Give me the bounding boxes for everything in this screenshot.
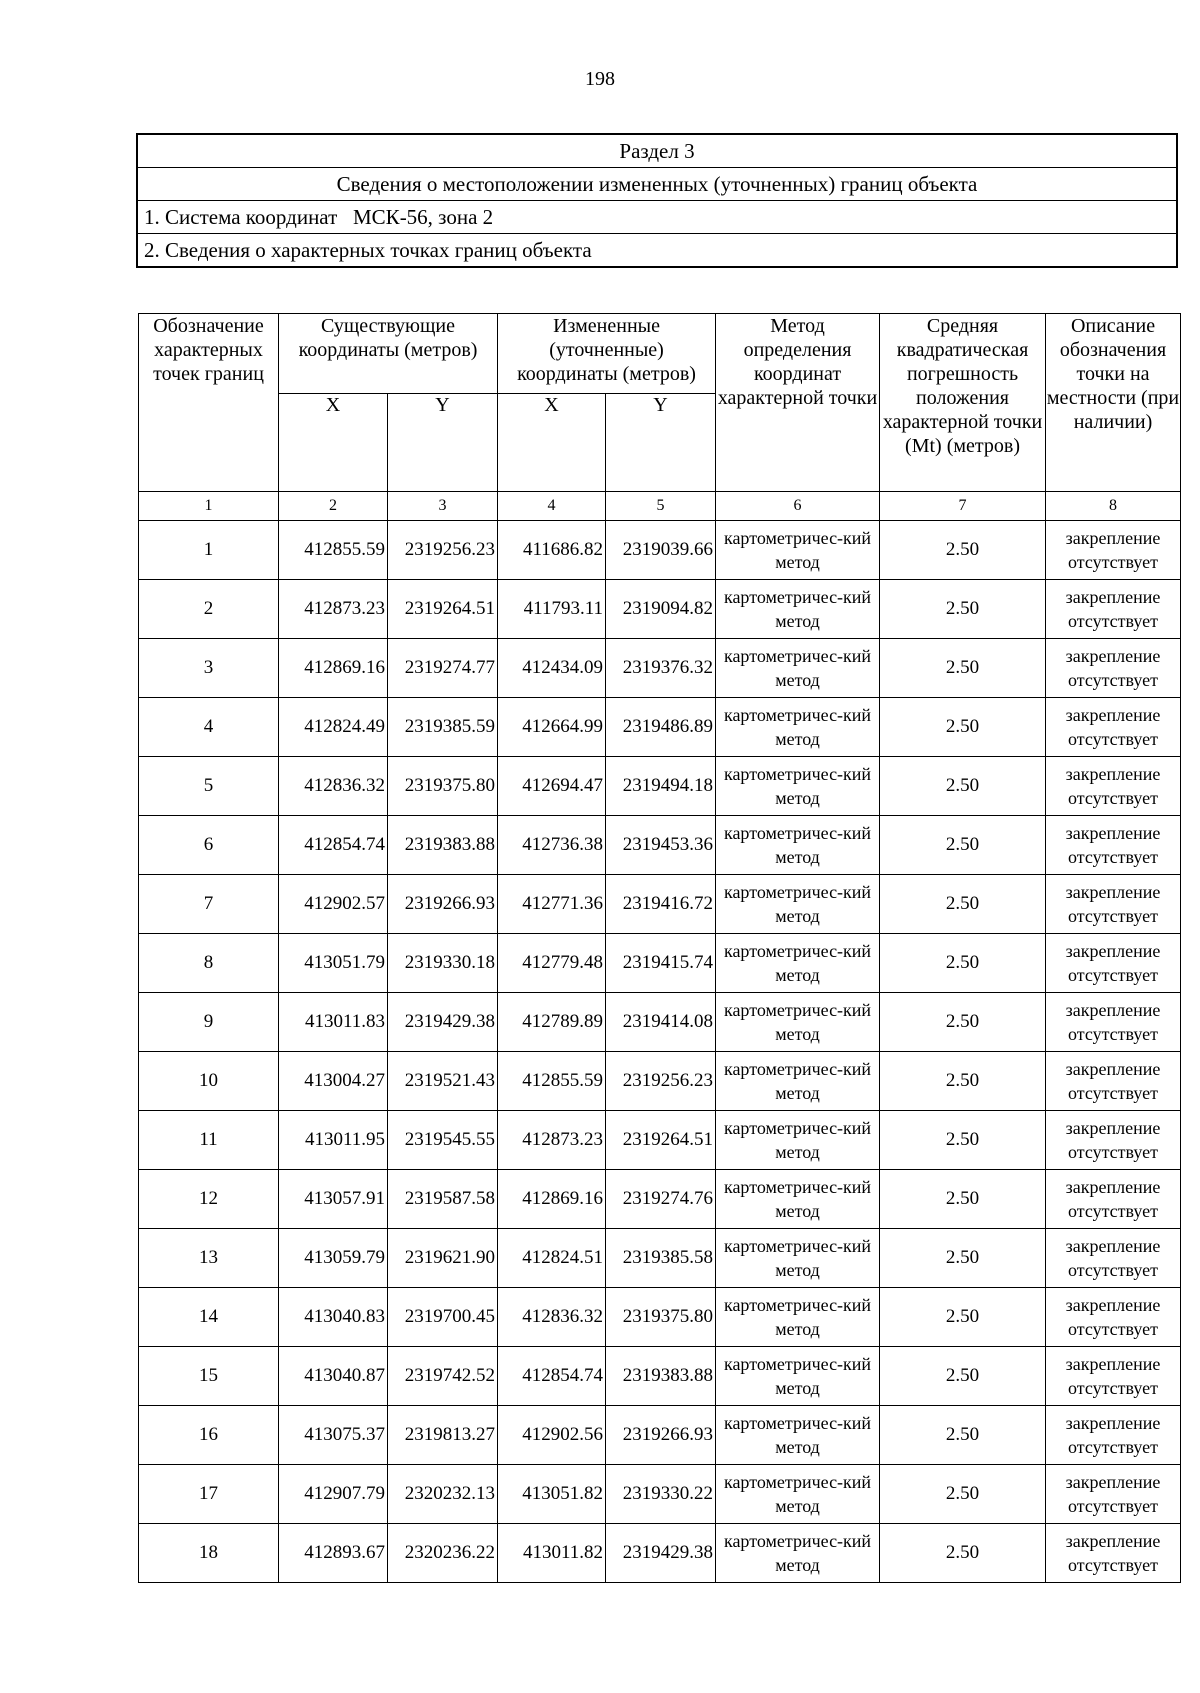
error-cell: 2.50 [880, 816, 1046, 875]
y-changed: 2319486.89 [606, 698, 716, 757]
x-existing: 412907.79 [279, 1465, 388, 1524]
x-changed: 412836.32 [498, 1288, 606, 1347]
error-cell: 2.50 [880, 757, 1046, 816]
section-header-table [136, 133, 1178, 268]
error-cell: 2.50 [880, 521, 1046, 580]
x-changed: 412824.51 [498, 1229, 606, 1288]
y-changed: 2319385.58 [606, 1229, 716, 1288]
description-cell: закрепление отсутствует [1046, 816, 1181, 875]
y-changed: 2319094.82 [606, 580, 716, 639]
description-cell: закрепление отсутствует [1046, 1229, 1181, 1288]
table-row [139, 1111, 1181, 1170]
y-existing: 2319742.52 [388, 1347, 498, 1406]
x-existing: 412836.32 [279, 757, 388, 816]
y-existing: 2319621.90 [388, 1229, 498, 1288]
error-cell: 2.50 [880, 639, 1046, 698]
method-cell: картометричес-кий метод [716, 934, 880, 993]
table-row [139, 1347, 1181, 1406]
y-changed: 2319416.72 [606, 875, 716, 934]
section-subtitle: Сведения о местоположении измененных (уточненных) границ объекта [137, 168, 1177, 201]
point-number: 9 [139, 993, 279, 1052]
method-cell: картометричес-кий метод [716, 521, 880, 580]
description-cell: закрепление отсутствует [1046, 1111, 1181, 1170]
error-cell: 2.50 [880, 1111, 1046, 1170]
y-existing: 2319256.23 [388, 521, 498, 580]
description-cell: закрепление отсутствует [1046, 521, 1181, 580]
y-existing: 2319429.38 [388, 993, 498, 1052]
point-number: 11 [139, 1111, 279, 1170]
point-number: 8 [139, 934, 279, 993]
y-changed: 2319414.08 [606, 993, 716, 1052]
table-row [139, 639, 1181, 698]
y-changed: 2319266.93 [606, 1406, 716, 1465]
x-existing: 413057.91 [279, 1170, 388, 1229]
point-number: 15 [139, 1347, 279, 1406]
method-cell: картометричес-кий метод [716, 1347, 880, 1406]
point-number: 17 [139, 1465, 279, 1524]
coordinate-system: 1. Система координат МСК-56, зона 2 [137, 201, 1177, 234]
table-row [139, 993, 1181, 1052]
x-changed: 412789.89 [498, 993, 606, 1052]
x-existing: 412873.23 [279, 580, 388, 639]
column-number: 7 [880, 492, 1046, 521]
method-cell: картометричес-кий метод [716, 1406, 880, 1465]
x-existing: 413040.87 [279, 1347, 388, 1406]
table-row [139, 875, 1181, 934]
x-existing: 412855.59 [279, 521, 388, 580]
method-cell: картометричес-кий метод [716, 580, 880, 639]
table-row [139, 1229, 1181, 1288]
point-number: 14 [139, 1288, 279, 1347]
x-changed: 412855.59 [498, 1052, 606, 1111]
y-existing: 2319266.93 [388, 875, 498, 934]
method-cell: картометричес-кий метод [716, 1465, 880, 1524]
y-changed: 2319274.76 [606, 1170, 716, 1229]
table-row [139, 1406, 1181, 1465]
y-existing: 2319274.77 [388, 639, 498, 698]
section-title: Раздел 3 [137, 134, 1177, 168]
x-changed: 412869.16 [498, 1170, 606, 1229]
x-changed: 412779.48 [498, 934, 606, 993]
header-y-changed: Y [606, 394, 716, 492]
point-number: 12 [139, 1170, 279, 1229]
description-cell: закрепление отсутствует [1046, 580, 1181, 639]
error-cell: 2.50 [880, 1406, 1046, 1465]
point-number: 16 [139, 1406, 279, 1465]
y-changed: 2319039.66 [606, 521, 716, 580]
method-cell: картометричес-кий метод [716, 698, 880, 757]
error-cell: 2.50 [880, 1465, 1046, 1524]
error-cell: 2.50 [880, 1524, 1046, 1583]
description-cell: закрепление отсутствует [1046, 1347, 1181, 1406]
method-cell: картометричес-кий метод [716, 1524, 880, 1583]
y-changed: 2319256.23 [606, 1052, 716, 1111]
column-numbering-row [139, 492, 1181, 521]
table-row [139, 1288, 1181, 1347]
table-row [139, 816, 1181, 875]
x-changed: 413011.82 [498, 1524, 606, 1583]
method-cell: картометричес-кий метод [716, 639, 880, 698]
y-existing: 2319330.18 [388, 934, 498, 993]
method-cell: картометричес-кий метод [716, 1229, 880, 1288]
method-cell: картометричес-кий метод [716, 1170, 880, 1229]
header-y-existing: Y [388, 394, 498, 492]
x-changed: 411686.82 [498, 521, 606, 580]
x-existing: 413011.83 [279, 993, 388, 1052]
y-existing: 2319545.55 [388, 1111, 498, 1170]
error-cell: 2.50 [880, 1052, 1046, 1111]
column-number: 2 [279, 492, 388, 521]
description-cell: закрепление отсутствует [1046, 1406, 1181, 1465]
header-x-existing: X [279, 394, 388, 492]
page-number: 198 [585, 68, 615, 90]
y-existing: 2319813.27 [388, 1406, 498, 1465]
table-row [139, 1465, 1181, 1524]
y-changed: 2319264.51 [606, 1111, 716, 1170]
error-cell: 2.50 [880, 934, 1046, 993]
y-existing: 2319587.58 [388, 1170, 498, 1229]
method-cell: картометричес-кий метод [716, 1288, 880, 1347]
y-existing: 2320236.22 [388, 1524, 498, 1583]
point-number: 5 [139, 757, 279, 816]
y-existing: 2319264.51 [388, 580, 498, 639]
x-changed: 412434.09 [498, 639, 606, 698]
point-number: 10 [139, 1052, 279, 1111]
point-number: 13 [139, 1229, 279, 1288]
description-cell: закрепление отсутствует [1046, 993, 1181, 1052]
point-number: 7 [139, 875, 279, 934]
table-body [139, 521, 1181, 1583]
x-existing: 413051.79 [279, 934, 388, 993]
header-description: Описание обозначения точки на местности (при наличии) [1046, 314, 1181, 492]
x-changed: 412736.38 [498, 816, 606, 875]
description-cell: закрепление отсутствует [1046, 1170, 1181, 1229]
table-row [139, 934, 1181, 993]
point-number: 18 [139, 1524, 279, 1583]
x-existing: 412902.57 [279, 875, 388, 934]
description-cell: закрепление отсутствует [1046, 698, 1181, 757]
boundary-points-table [138, 313, 1181, 1583]
points-title: 2. Сведения о характерных точках границ объекта [137, 234, 1177, 268]
table-row [139, 1052, 1181, 1111]
point-number: 3 [139, 639, 279, 698]
y-changed: 2319375.80 [606, 1288, 716, 1347]
description-cell: закрепление отсутствует [1046, 757, 1181, 816]
y-changed: 2319383.88 [606, 1347, 716, 1406]
y-existing: 2319383.88 [388, 816, 498, 875]
error-cell: 2.50 [880, 993, 1046, 1052]
error-cell: 2.50 [880, 580, 1046, 639]
error-cell: 2.50 [880, 1229, 1046, 1288]
y-changed: 2319453.36 [606, 816, 716, 875]
x-existing: 412893.67 [279, 1524, 388, 1583]
method-cell: картометричес-кий метод [716, 1052, 880, 1111]
error-cell: 2.50 [880, 1288, 1046, 1347]
table-row [139, 1170, 1181, 1229]
table-row [139, 1524, 1181, 1583]
method-cell: картометричес-кий метод [716, 757, 880, 816]
y-changed: 2319415.74 [606, 934, 716, 993]
table-row [139, 580, 1181, 639]
x-changed: 412771.36 [498, 875, 606, 934]
method-cell: картометричес-кий метод [716, 875, 880, 934]
point-number: 2 [139, 580, 279, 639]
x-changed: 412902.56 [498, 1406, 606, 1465]
column-number: 4 [498, 492, 606, 521]
header-changed-coordinates: Измененные (уточненные) координаты (метров) [498, 314, 716, 394]
x-existing: 413004.27 [279, 1052, 388, 1111]
x-changed: 412694.47 [498, 757, 606, 816]
x-existing: 412854.74 [279, 816, 388, 875]
header-method: Метод определения координат характерной точки [716, 314, 880, 492]
x-existing: 413040.83 [279, 1288, 388, 1347]
description-cell: закрепление отсутствует [1046, 1288, 1181, 1347]
y-changed: 2319429.38 [606, 1524, 716, 1583]
x-existing: 413011.95 [279, 1111, 388, 1170]
x-existing: 412869.16 [279, 639, 388, 698]
y-existing: 2319375.80 [388, 757, 498, 816]
x-existing: 412824.49 [279, 698, 388, 757]
point-number: 6 [139, 816, 279, 875]
y-changed: 2319494.18 [606, 757, 716, 816]
header-error: Средняя квадратическая погрешность положения характерной точки (Mt) (метров) [880, 314, 1046, 492]
y-existing: 2319521.43 [388, 1052, 498, 1111]
description-cell: закрепление отсутствует [1046, 1524, 1181, 1583]
description-cell: закрепление отсутствует [1046, 639, 1181, 698]
column-number: 5 [606, 492, 716, 521]
description-cell: закрепление отсутствует [1046, 1052, 1181, 1111]
x-existing: 413075.37 [279, 1406, 388, 1465]
y-existing: 2319385.59 [388, 698, 498, 757]
error-cell: 2.50 [880, 698, 1046, 757]
description-cell: закрепление отсутствует [1046, 934, 1181, 993]
y-existing: 2320232.13 [388, 1465, 498, 1524]
point-number: 4 [139, 698, 279, 757]
y-changed: 2319376.32 [606, 639, 716, 698]
column-number: 6 [716, 492, 880, 521]
table-row [139, 698, 1181, 757]
column-number: 3 [388, 492, 498, 521]
x-changed: 412854.74 [498, 1347, 606, 1406]
x-existing: 413059.79 [279, 1229, 388, 1288]
table-row [139, 757, 1181, 816]
x-changed: 412664.99 [498, 698, 606, 757]
error-cell: 2.50 [880, 1170, 1046, 1229]
x-changed: 412873.23 [498, 1111, 606, 1170]
header-point-designation: Обозначение характерных точек границ [139, 314, 279, 492]
column-number: 1 [139, 492, 279, 521]
column-number: 8 [1046, 492, 1181, 521]
x-changed: 411793.11 [498, 580, 606, 639]
method-cell: картометричес-кий метод [716, 1111, 880, 1170]
x-changed: 413051.82 [498, 1465, 606, 1524]
method-cell: картометричес-кий метод [716, 816, 880, 875]
error-cell: 2.50 [880, 1347, 1046, 1406]
description-cell: закрепление отсутствует [1046, 875, 1181, 934]
header-x-changed: X [498, 394, 606, 492]
error-cell: 2.50 [880, 875, 1046, 934]
y-changed: 2319330.22 [606, 1465, 716, 1524]
y-existing: 2319700.45 [388, 1288, 498, 1347]
method-cell: картометричес-кий метод [716, 993, 880, 1052]
header-existing-coordinates: Существующие координаты (метров) [279, 314, 498, 394]
description-cell: закрепление отсутствует [1046, 1465, 1181, 1524]
table-row [139, 521, 1181, 580]
point-number: 1 [139, 521, 279, 580]
